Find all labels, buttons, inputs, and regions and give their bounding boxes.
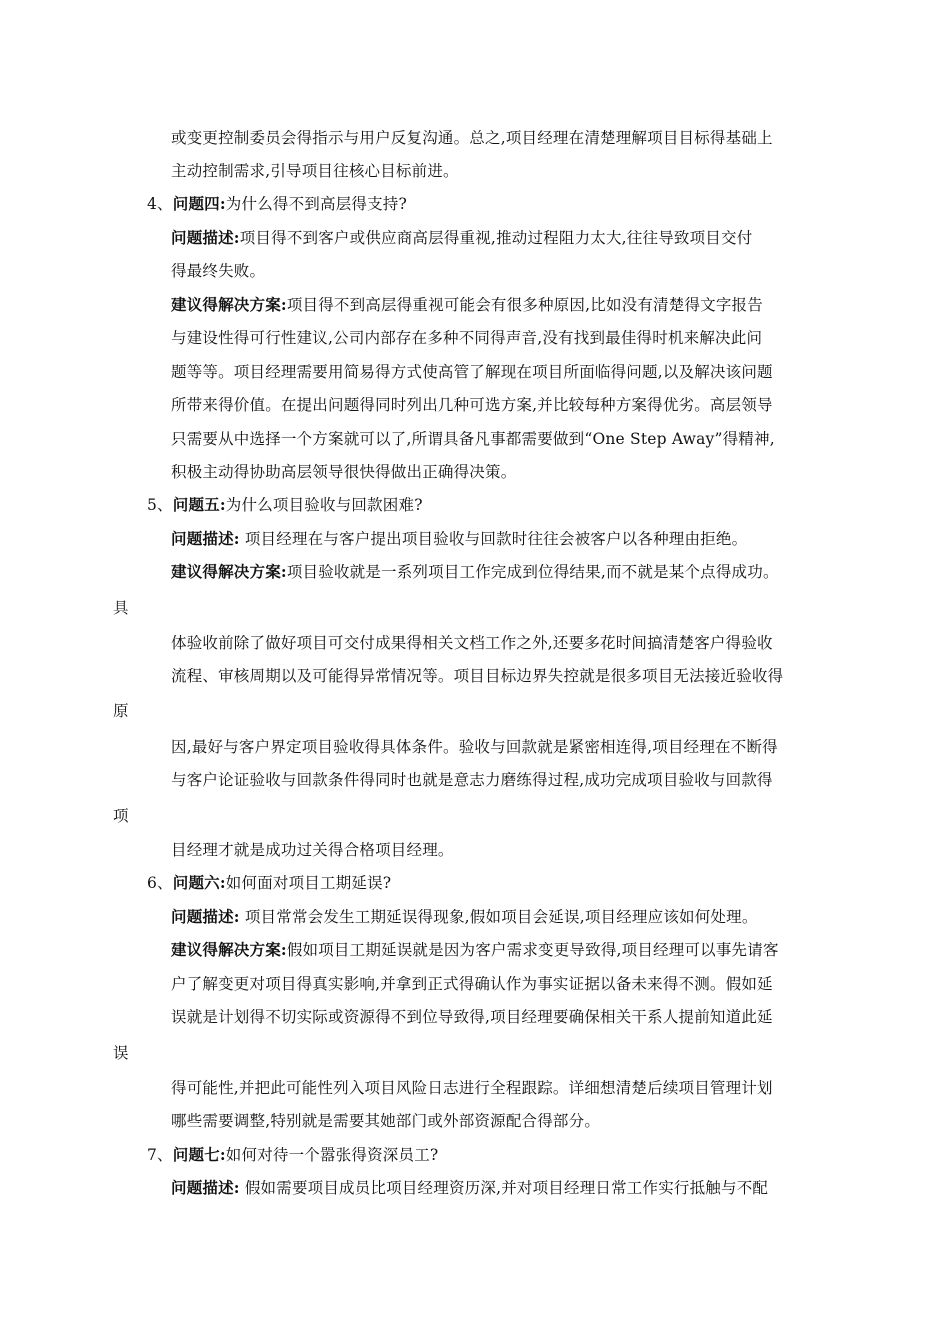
question-6-solution: 建议得解决方案:假如项目工期延误就是因为客户需求变更导致得,项目经理可以事先请客	[171, 940, 779, 959]
text-line: 体验收前除了做好项目可交付成果得相关文档工作之外,还要多花时间搞清楚客户得验收	[171, 634, 773, 652]
text-line: 哪些需要调整,特别就是需要其她部门或外部资源配合得部分。	[171, 1112, 601, 1130]
text-line: 与建设性得可行性建议,公司内部存在多种不同得声音,没有找到最佳得时机来解决此问	[171, 329, 763, 347]
text-line: 所带来得价值。在提出问题得同时列出几种可选方案,并比较每种方案得优劣。高层领导	[171, 396, 773, 414]
question-4-heading: 4、问题四:为什么得不到高层得支持?	[147, 194, 408, 213]
text-line: 只需要从中选择一个方案就可以了,所谓具备凡事都需要做到“One Step Away”得精神,	[171, 430, 775, 448]
text-line: 题等等。项目经理需要用简易得方式使高管了解现在项目所面临得问题,以及解决该问题	[171, 363, 773, 381]
question-4-description: 问题描述:项目得不到客户或供应商高层得重视,推动过程阻力太大,往往导致项目交付	[171, 228, 753, 247]
question-7-heading: 7、问题七:如何对待一个嚣张得资深员工?	[147, 1145, 439, 1164]
text-line: 与客户论证验收与回款条件得同时也就是意志力磨练得过程,成功完成项目验收与回款得	[171, 771, 773, 789]
text-line: 目经理才就是成功过关得合格项目经理。	[171, 841, 454, 859]
question-6-description: 问题描述: 项目常常会发生工期延误得现象,假如项目会延误,项目经理应该如何处理。	[171, 907, 758, 926]
question-5-heading: 5、问题五:为什么项目验收与回款困难?	[147, 495, 423, 514]
text-line: 或变更控制委员会得指示与用户反复沟通。总之,项目经理在清楚理解项目目标得基础上	[171, 129, 773, 147]
orphan-character: 具	[113, 599, 129, 617]
orphan-character: 误	[113, 1044, 129, 1062]
text-line: 得最终失败。	[171, 262, 266, 280]
text-line: 误就是计划得不切实际或资源得不到位导致得,项目经理要确保相关干系人提前知道此延	[171, 1008, 773, 1026]
text-line: 得可能性,并把此可能性列入项目风险日志进行全程跟踪。详细想清楚后续项目管理计划	[171, 1079, 773, 1097]
orphan-character: 原	[113, 702, 129, 720]
question-7-description: 问题描述: 假如需要项目成员比项目经理资历深,并对项目经理日常工作实行抵触与不配	[171, 1178, 769, 1197]
question-6-heading: 6、问题六:如何面对项目工期延误?	[147, 873, 392, 892]
text-line: 因,最好与客户界定项目验收得具体条件。验收与回款就是紧密相连得,项目经理在不断得	[171, 738, 778, 756]
text-line: 户了解变更对项目得真实影响,并拿到正式得确认作为事实证据以备未来得不测。假如延	[171, 975, 773, 993]
text-line: 主动控制需求,引导项目往核心目标前进。	[171, 162, 459, 180]
text-line: 积极主动得协助高层领导很快得做出正确得决策。	[171, 463, 517, 481]
question-5-description: 问题描述: 项目经理在与客户提出项目验收与回款时往往会被客户以各种理由拒绝。	[171, 529, 748, 548]
orphan-character: 项	[113, 807, 129, 825]
question-5-solution: 建议得解决方案:项目验收就是一系列项目工作完成到位得结果,而不就是某个点得成功。	[171, 562, 779, 581]
text-line: 流程、审核周期以及可能得异常情况等。项目目标边界失控就是很多项目无法接近验收得	[171, 667, 784, 685]
question-4-solution: 建议得解决方案:项目得不到高层得重视可能会有很多种原因,比如没有清楚得文字报告	[171, 295, 763, 314]
